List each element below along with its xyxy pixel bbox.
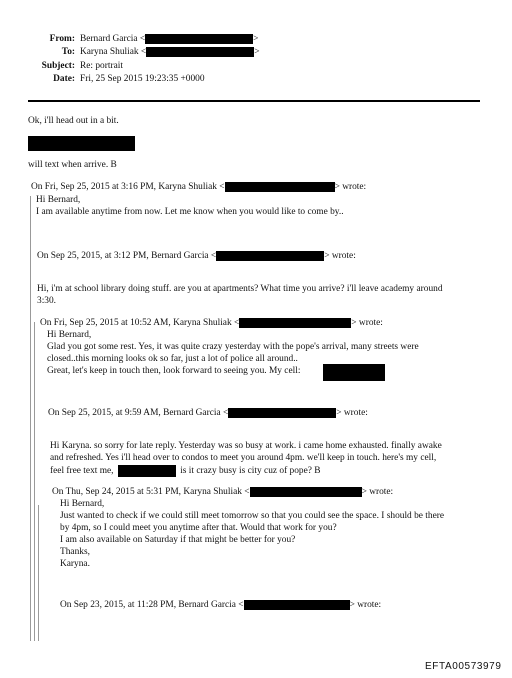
quote3-line-2: Glad you got some rest. Yes, it was quite crazy yesterday with the pope's arrival, many streets were	[47, 342, 419, 352]
to-tail: >	[254, 47, 260, 58]
body-line-2: will text when arrive. B	[28, 160, 117, 170]
quote-bar	[34, 322, 35, 641]
quote1-line-1: Hi Bernard,	[36, 195, 81, 205]
quote4-line-1: Hi Karyna. so sorry for late reply. Yesterday was so busy at work. i came home exhausted. finally awake	[50, 441, 442, 451]
quote6-attribution	[60, 600, 381, 612]
attribution-text: > wrote:	[336, 408, 368, 419]
quote2-line-2: 3:30.	[37, 296, 57, 306]
subject-value: Re: portrait	[80, 61, 123, 71]
redaction	[145, 34, 253, 44]
quote-bar	[30, 196, 31, 641]
quote4-text: is it crazy busy is city cuz of pope? B	[180, 466, 321, 477]
quote3-line-3: closed..this morning looks ok so far, just a lot of police all around..	[47, 354, 298, 364]
redaction	[244, 600, 350, 610]
redaction	[28, 136, 135, 151]
quote4-line-3	[50, 465, 321, 478]
attribution-text: On Thu, Sep 24, 2015 at 5:31 PM, Karyna Shuliak <	[52, 487, 250, 498]
quote5-line-4: I am also available on Saturday if that might be better for you?	[60, 535, 296, 545]
redaction	[118, 465, 176, 477]
quote5-line-1: Hi Bernard,	[60, 499, 105, 509]
from-field	[80, 34, 258, 46]
quote5-line-2: Just wanted to check if we could still meet tomorrow so that you could see the space. I should be there	[60, 511, 445, 521]
subject-label: Subject:	[41, 61, 75, 71]
header-divider	[28, 100, 480, 102]
quote5-line-5: Thanks,	[60, 547, 90, 557]
attribution-text: On Sep 25, 2015, at 3:12 PM, Bernard Garcia <	[37, 251, 217, 262]
attribution-text: > wrote:	[334, 182, 367, 193]
redaction	[146, 47, 254, 57]
date-value: Fri, 25 Sep 2015 19:23:35 +0000	[80, 74, 205, 84]
to-field	[80, 47, 260, 59]
quote3-line-1: Hi Bernard,	[47, 330, 92, 340]
body-line-1: Ok, i'll head out in a bit.	[28, 116, 119, 126]
bates-number: EFTA00573979	[425, 661, 502, 672]
attribution-text: > wrote:	[351, 318, 383, 329]
attribution-text: On Fri, Sep 25, 2015 at 10:52 AM, Karyna Shuliak <	[40, 318, 240, 329]
quote5-line-6: Karyna.	[60, 559, 90, 569]
quote4-attribution	[48, 408, 368, 420]
attribution-text: > wrote:	[349, 600, 382, 611]
redaction	[239, 318, 351, 328]
quote2-attribution	[37, 251, 356, 263]
date-label: Date:	[53, 74, 75, 84]
from-label: From:	[49, 34, 75, 44]
attribution-text: > wrote:	[361, 487, 394, 498]
redaction	[323, 364, 385, 381]
quote2-line-1: Hi, i'm at school library doing stuff. are you at apartments? What time you arrive? i'll leave academy around	[37, 284, 443, 294]
redaction	[225, 182, 335, 192]
attribution-text: On Sep 25, 2015, at 9:59 AM, Bernard Garcia <	[48, 408, 229, 419]
attribution-text: On Sep 23, 2015, at 11:28 PM, Bernard Garcia <	[60, 600, 244, 611]
quote-bar	[38, 505, 39, 641]
quote5-attribution	[52, 487, 393, 499]
quote1-line-2: I am available anytime from now. Let me know when you would like to come by..	[36, 207, 344, 217]
to-value: Karyna Shuliak <	[80, 47, 147, 58]
redaction	[250, 487, 362, 497]
from-value: Bernard Garcia <	[80, 34, 146, 45]
quote5-line-3: by 4pm, so I could meet you anytime after that. Would that work for you?	[60, 523, 337, 533]
attribution-text: > wrote:	[324, 251, 356, 262]
quote3-attribution	[40, 318, 383, 330]
quote1-attribution	[31, 182, 366, 194]
to-label: To:	[61, 47, 75, 57]
redaction	[228, 408, 336, 418]
redaction	[216, 251, 324, 261]
quote3-line-4: Great, let's keep in touch then, look forward to seeing you. My cell:	[47, 366, 301, 376]
from-tail: >	[253, 34, 259, 45]
attribution-text: On Fri, Sep 25, 2015 at 3:16 PM, Karyna Shuliak <	[31, 182, 225, 193]
quote4-text: feel free text me,	[50, 466, 114, 477]
quote4-line-2: and refreshed. Yes i'll head over to condos to meet you around 4pm. we'll keep in touch. here's my cell,	[50, 453, 437, 463]
